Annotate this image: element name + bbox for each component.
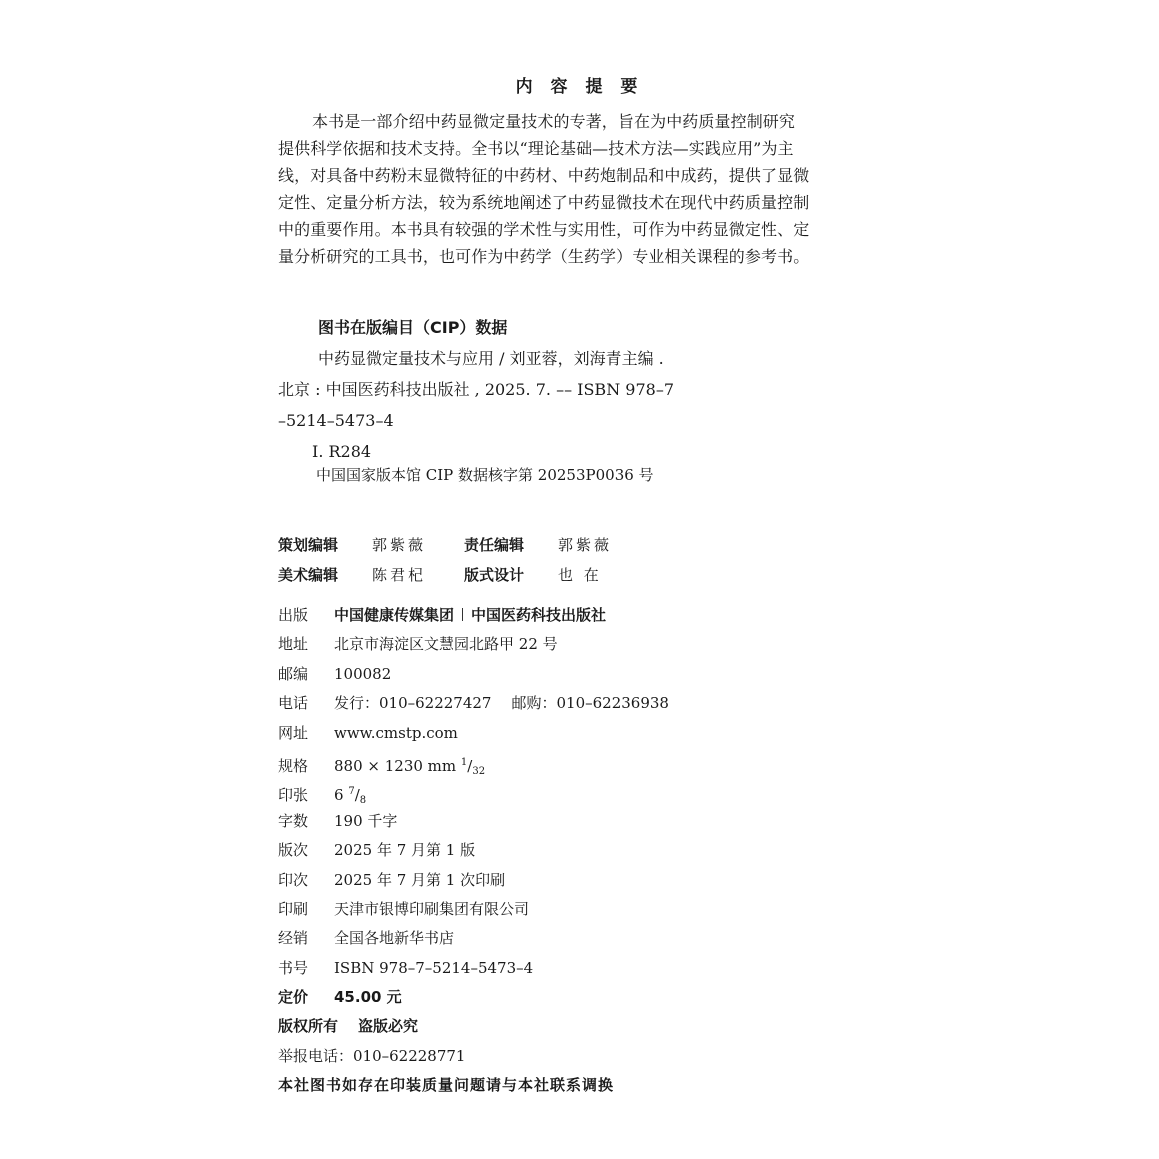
price-row [278, 983, 669, 1012]
format-fraction-denominator: 32 [472, 765, 486, 777]
cip-line: –5214–5473–4 [278, 411, 394, 430]
abstract-line: 量分析研究的工具书，也可作为中药学（生药学）专业相关课程的参考书。 [278, 247, 810, 266]
website-row [278, 719, 669, 748]
planning-editor-label: 策划编辑 [278, 536, 339, 554]
price-value: 45.00 元 [334, 988, 402, 1007]
layout-design-value: 也 在 [558, 566, 602, 584]
postcode-value: 100082 [334, 664, 392, 683]
layout-design-label: 版式设计 [464, 566, 525, 584]
words-row [278, 807, 669, 836]
phone-label: 电话 [278, 694, 309, 713]
format-label: 规格 [278, 756, 309, 775]
phone-row [278, 689, 669, 718]
phone-mail: 邮购：010–62236938 [511, 694, 669, 713]
responsible-editor-label: 责任编辑 [464, 536, 525, 554]
report-row [278, 1042, 669, 1071]
address-label: 地址 [278, 635, 309, 654]
publisher-group: 中国健康传媒集团 [334, 606, 455, 624]
address-row [278, 630, 669, 659]
editors-row [278, 530, 650, 560]
sheets-row [278, 777, 669, 806]
cip-line: 北京 : 中国医药科技出版社 , 2025. 7. –– ISBN 978–7 [278, 380, 674, 399]
printer-label: 印刷 [278, 899, 309, 918]
publisher-name: 中国医药科技出版社 [471, 606, 607, 624]
printing-row [278, 866, 669, 895]
sheets-fraction-numerator: 7 [348, 786, 355, 798]
editors-row [278, 560, 650, 590]
postcode-row [278, 660, 669, 689]
art-editor-value: 陈君杞 [372, 566, 427, 584]
format-fraction-slash: / [467, 756, 473, 775]
edition-row [278, 836, 669, 865]
price-label: 定价 [278, 988, 309, 1007]
format-fraction-numerator: 1 [460, 756, 468, 768]
postcode-label: 邮编 [278, 664, 309, 683]
cip-line: 中药显微定量技术与应用 / 刘亚蓉，刘海青主编 . [318, 349, 664, 368]
format-row [278, 748, 669, 777]
edition-label: 版次 [278, 841, 309, 860]
cip-line: Ⅰ. R284 [312, 442, 372, 461]
words-label: 字数 [278, 811, 309, 830]
responsible-editor-value: 郭紫薇 [558, 536, 613, 554]
isbn-label: 书号 [278, 958, 309, 977]
sheets-whole: 6 [334, 786, 344, 805]
printing-label: 印次 [278, 870, 309, 889]
printing-value: 2025 年 7 月第 1 次印刷 [334, 870, 506, 889]
abstract-line: 线，对具备中药粉末显微特征的中药材、中药炮制品和中成药，提供了显微 [278, 166, 810, 185]
abstract-line: 中的重要作用。本书具有较强的学术性与实用性，可作为中药显微定性、定 [278, 220, 810, 239]
abstract-line: 本书是一部介绍中药显微定量技术的专著，旨在为中药质量控制研究 [312, 112, 796, 131]
quality-notice: 本社图书如存在印装质量问题请与本社联系调换 [278, 1076, 615, 1095]
publication-info [278, 601, 669, 1101]
sheets-fraction-slash: / [354, 786, 360, 805]
notice-row [278, 1071, 669, 1100]
cip-record [278, 343, 674, 467]
format-value: 880 × 1230 mm [334, 756, 457, 775]
copyright-notice: 版权所有 [278, 1017, 339, 1036]
website-label: 网址 [278, 723, 309, 742]
abstract-body [278, 108, 856, 270]
copyright-row [278, 1012, 669, 1041]
publisher-row [278, 601, 669, 630]
piracy-notice: 盗版必究 [358, 1017, 419, 1036]
distributor-row [278, 924, 669, 953]
phone-issue: 发行：010–62227427 [334, 694, 492, 713]
divider [462, 608, 463, 621]
editors-block [278, 530, 650, 590]
abstract-line: 提供科学依据和技术支持。全书以“理论基础—技术方法—实践应用”为主 [278, 139, 794, 158]
printer-value: 天津市银博印刷集团有限公司 [334, 899, 530, 918]
printer-row [278, 895, 669, 924]
edition-value: 2025 年 7 月第 1 版 [334, 841, 476, 860]
sheets-fraction-denominator: 8 [359, 795, 367, 807]
website-value: www.cmstp.com [334, 723, 458, 742]
report-phone: 举报电话：010–62228771 [278, 1046, 466, 1065]
cip-title: 图书在版编目（CIP）数据 [318, 318, 508, 337]
words-value: 190 千字 [334, 811, 398, 830]
distributor-label: 经销 [278, 929, 309, 948]
cip-number: 中国国家版本馆 CIP 数据核字第 20253P0036 号 [316, 466, 654, 484]
publisher-label: 出版 [278, 606, 309, 624]
abstract-title: 内 容 提 要 [515, 77, 644, 97]
sheets-label: 印张 [278, 786, 309, 805]
isbn-value: ISBN 978–7–5214–5473–4 [334, 958, 534, 977]
planning-editor-value: 郭紫薇 [372, 536, 427, 554]
isbn-row [278, 954, 669, 983]
abstract-line: 定性、定量分析方法，较为系统地阐述了中药显微技术在现代中药质量控制 [278, 193, 810, 212]
distributor-value: 全国各地新华书店 [334, 929, 455, 948]
art-editor-label: 美术编辑 [278, 566, 339, 584]
address-value: 北京市海淀区文慧园北路甲 22 号 [334, 635, 558, 654]
